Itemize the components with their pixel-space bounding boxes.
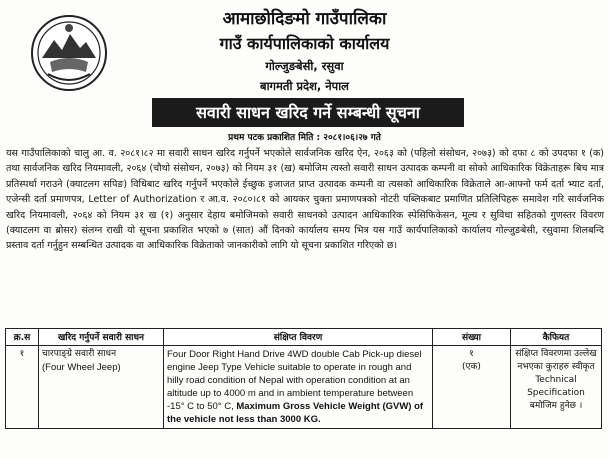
cell-quantity <box>433 346 511 429</box>
quantity-words: (एक) <box>462 362 481 372</box>
col-header-quantity: संख्या <box>433 329 511 346</box>
quantity-number: १ <box>469 349 474 359</box>
cell-description <box>164 346 433 429</box>
col-header-sn: क्र.स <box>6 329 39 346</box>
description-bold-text: Maximum Gross Vehicle Weight (GVW) of the vehicle not less than 3000 KG. <box>167 401 424 425</box>
table-row <box>6 346 602 429</box>
cell-vehicle <box>39 346 164 429</box>
table-header-row <box>6 329 602 346</box>
notice-body: यस गाउँपालिकाको चालु आ. व. २०८१।८२ मा सवारी साधन खरिद गर्नुपर्ने भएकोले सार्वजनिक खरिद ऐन, २०६३ को (पहिलो संसोधन, २०७३) को दफा ८ को उपदफा १ (क) तथा सार्वजनिक खरिद नियमावली, २०६४ (चौथो संसोधन, २०७३) को नियम ३१ (ख) बमोजिम त्यस्तो सवारी साधन उत्पादक कम्पनी वा सोको आधिकारिक विक्रेताहरू बिच मात्र प्रतिस्पर्धा गराउने (क्याटलग सपिङ) विधिबाट खरिद गर्नुपर्ने भएकोले ईच्छुक इजाजत प्राप्त उत्पादक कम्पनी वा त्यसको आधिकारिक विक्रेताले आ-आफ्नो फर्म दर्ता भ्याट दर्ता, एजेन्सी दर्ता प्रमाणपत्र, Letter of Authorization र आ.व. २०८०।८१ को आयकर चुक्ता प्रमाणपत्रको नोटरी पब्लिकबाट प्रमाणित प्रतिलिपिहरू समावेश गरि सार्वजनिक खरिद नियमावली, २०६४ को नियम ३१ ख (१) अनुसार देहाय बमोजिमको सवारी साधनको उत्पादन आधिकारिक स्पेसिफिकेसन, मूल्य र सुविधा सहितको गुणस्तर विवरण (क्याटलग वा ब्रोसर) संलग्न राखी यो सूचना प्रकाशित भएको ७ (सात) औं दिनको कार्यालय समय भित्र यस गाउँ कार्यपालिकाको कार्यालय गोल्जुङबेसी, रसुवामा शिलबन्दि प्रस्ताव दर्ता गर्नुहुन सम्बन्धित उत्पादक वा आधिकारिक विक्रेताको जानकारीको लागि यो सूचना प्रकाशित गरिएको छ। <box>6 148 604 252</box>
cell-remarks: संक्षिप्त विवरणमा उल्लेख नभएका कुराहरु स्वीकृत Technical Specification बमोजिम हुनेछ । <box>511 346 602 429</box>
col-header-remarks: कैफियत <box>511 329 602 346</box>
procurement-table <box>5 328 602 429</box>
vehicle-name-np: चारपाङ्ग्रे सवारी साधन <box>42 349 117 359</box>
header-municipality: आमाछोदिङमो गाउँपालिका <box>222 9 387 29</box>
col-header-vehicle: खरिद गर्नुपर्ने सवारी साधन <box>39 329 164 346</box>
cell-sn: १ <box>6 346 39 429</box>
header-address: गोल्जुङबेसी, रसुवा <box>265 59 344 73</box>
publication-date: प्रथम पटक प्रकाशित मिति : २०८१।०६।२७ गते <box>228 133 381 143</box>
vehicle-name-en: (Four Wheel Jeep) <box>42 362 121 373</box>
notice-title: सवारी साधन खरिद गर्ने सम्बन्धी सूचना <box>152 98 464 127</box>
header-office: गाउँ कार्यपालिकाको कार्यालय <box>219 34 390 53</box>
header-province: बागमती प्रदेश, नेपाल <box>260 79 349 93</box>
description-text: Four Door Right Hand Drive 4WD double Cab Pick-up diesel engine Jeep Type Vehicle suitable to operate in rough and hilly road condition of Nepal with operation condition at an altitude up to 4000 m and in ambient temperature between -15° C to 50° C, <box>167 349 422 412</box>
col-header-description: संक्षिप्त विवरण <box>164 329 433 346</box>
